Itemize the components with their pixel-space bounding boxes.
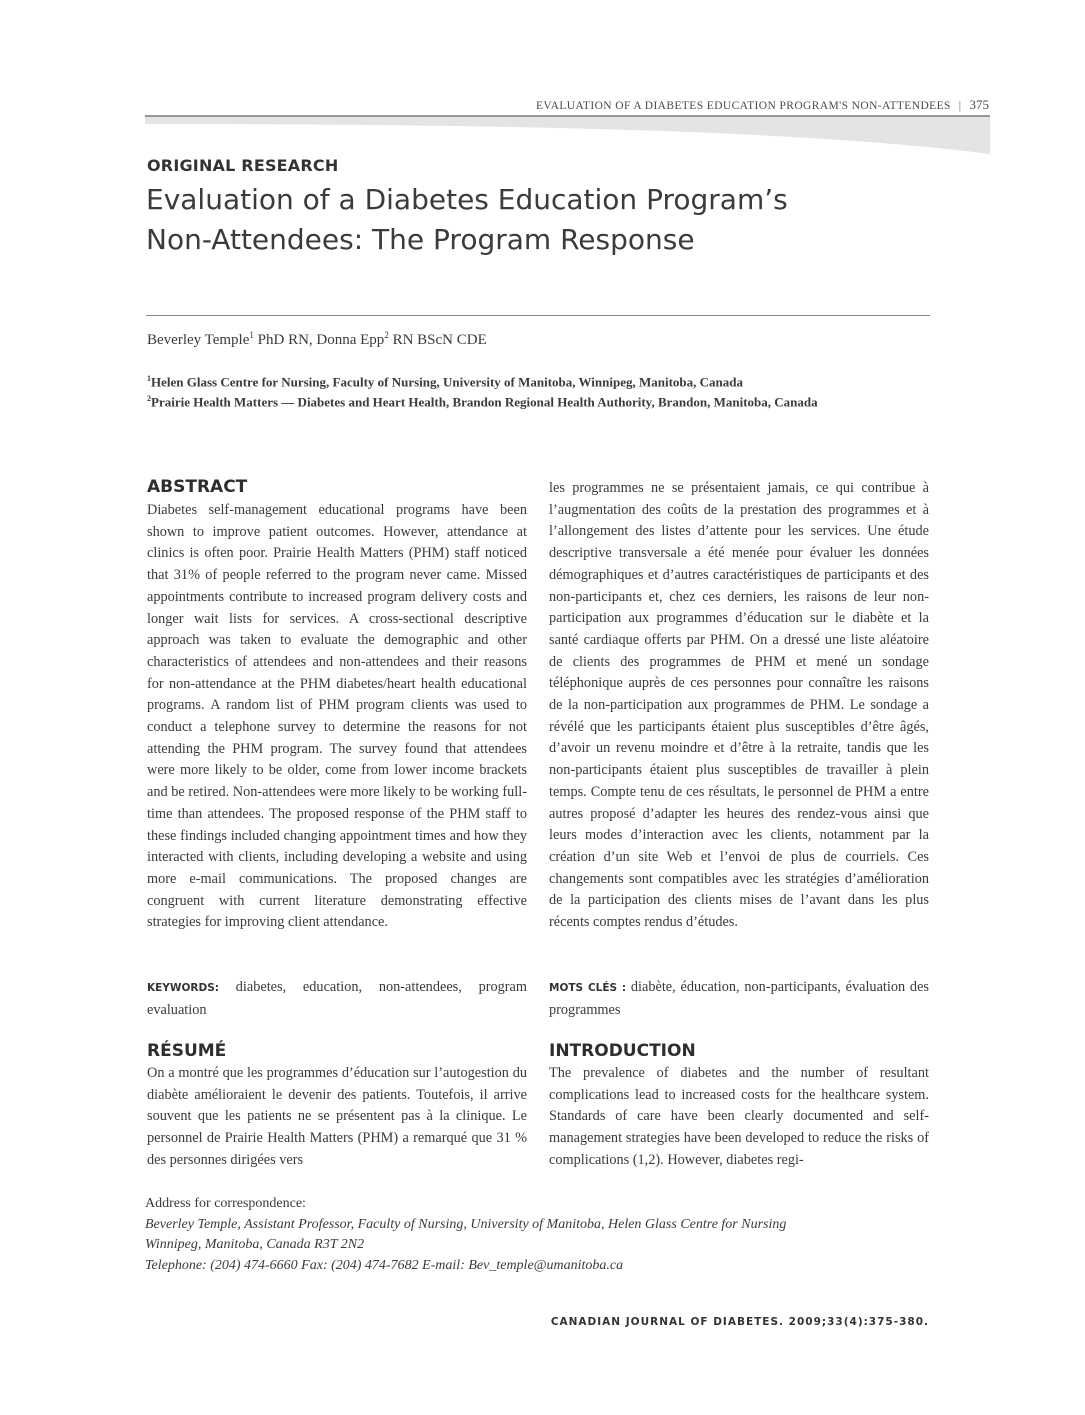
correspondence-label: Address for correspondence: [145, 1196, 306, 1211]
affiliation-2-sup: 2 [147, 394, 151, 404]
correspondence-line-3: Telephone: (204) 474-6660 Fax: (204) 474-7682 E-mail: Bev_temple@umanitoba.ca [145, 1257, 624, 1273]
mots-cles [549, 977, 929, 1021]
abstract-text: Diabetes self-management educational programs have been shown to improve patient outcomes. However, attendance at clinics is often poor. Prairie Health Matters (PHM) staff noticed that 31% of people referred to the program never came. Missed appointments contribute to increased program delivery costs and longer wait lists for services. A cross-sectional descriptive approach was taken to evaluate the demographic and other characteristics of attendees and non-attendees and their reasons for non-attendance at the PHM diabetes/heart health educational programs. A random list of PHM program clients was used to conduct a telephone survey to determine the reasons for not attending the PHM program. The survey found that attendees were more likely to be older, come from lower income brackets and be retired. Non-attendees were more likely to be working full-time than attendees. The proposed response of the PHM staff to these findings included changing appointment times and how they interacted with clients, including developing a website and using more e-mail communications. The proposed changes are congruent with current literature demonstrating effective strategies for improving client attendance. [147, 502, 527, 931]
resume-text-continued: les programmes ne se présentaient jamais, ce qui contribue à l’augmentation des coûts de la prestation des programmes et à l’allongement des listes d’attente pour les services. Une étude descriptive transversale a été menée pour évaluer les données démographiques et d’autres caractéristiques de participants et des non-participants et, chez ces derniers, les raisons de leur non-participation aux programmes d’éducation sur le diabète et la santé cardiaque offerts par PHM. On a dressé une liste aléatoire de clients des programmes de PHM et mené un sondage téléphonique auprès de ces personnes pour connaître les raisons de la non-participation aux programmes de PHM. Le sondage a révélé que les participants étaient plus susceptibles d’être âgés, d’avoir un revenu moindre et d’être à la retraite, tandis que les non-participants étaient plus susceptibles de travailler à plein temps. Compte tenu de ces résultats, le personnel de PHM a entre autres proposé d’adapter les heures des rendez-vous ainsi que leurs modes d’interaction avec les clients, notamment par la création d’un site Web et l’envoi de plus de courriels. Ces changements sont compatibles avec les stratégies d’amélioration de la participation des clients mises de l’avant dans les plus récents comptes rendus d’études. [549, 480, 929, 931]
affiliation-2-text: Prairie Health Matters — Diabetes and Heart Health, Brandon Regional Health Authority, Brandon, Manitoba, Canada [151, 394, 818, 410]
correspondence-line-2: Winnipeg, Manitoba, Canada R3T 2N2 [145, 1237, 365, 1252]
correspondence-block [145, 1194, 786, 1276]
keywords-text: diabetes, education, non-attendees, program evaluation [147, 979, 527, 1018]
page-number: 375 [969, 97, 989, 112]
mots-cles-text: diabète, éducation, non-participants, évaluation des programmes [549, 979, 929, 1018]
author-1-sup: 1 [249, 330, 254, 340]
introduction-heading: INTRODUCTION [549, 1041, 696, 1061]
affiliations [147, 370, 818, 411]
affiliation-1 [147, 370, 818, 390]
running-head-text: EVALUATION OF A DIABETES EDUCATION PROGRAM'S NON-ATTENDEES [536, 100, 951, 112]
author-1-credentials: PhD RN, [253, 332, 317, 348]
introduction-text: The prevalence of diabetes and the number of resultant complications lead to increased costs for the healthcare system. Standards of care have been clearly documented and self-management strategies have been developed to reduce the risks of complications (1,2). However, diabetes regi- [549, 1065, 929, 1168]
keywords-label: KEYWORDS: [147, 982, 219, 994]
title-line-2: Non-Attendees: The Program Response [146, 223, 695, 256]
header-swoosh-rule [0, 110, 1085, 156]
author-2-name: Donna Epp [316, 332, 385, 348]
keywords [147, 977, 527, 1021]
section-label: ORIGINAL RESEARCH [147, 156, 339, 175]
affiliation-1-text: Helen Glass Centre for Nursing, Faculty of Nursing, University of Manitoba, Winnipeg, Manitoba, Canada [151, 374, 744, 390]
title-divider [146, 315, 930, 316]
resume-text-start: On a montré que les programmes d’éducation sur l’autogestion du diabète amélioraient le devenir des patients. Toutefois, il arrive souvent que les patients ne se présentent pas à la clinique. Le personnel de Prairie Health Matters (PHM) a remarqué que 31 % des personnes dirigées vers [147, 1065, 527, 1168]
mots-cles-label: MOTS CLÉS : [549, 982, 627, 994]
affiliation-2 [147, 390, 818, 410]
correspondence-line-1: Beverley Temple, Assistant Professor, Faculty of Nursing, University of Manitoba, Helen Glass Centre for Nursing [145, 1216, 787, 1232]
author-1-name: Beverley Temple [147, 332, 250, 348]
author-line [147, 330, 487, 349]
abstract-heading: ABSTRACT [147, 477, 248, 497]
affiliation-1-sup: 1 [147, 374, 151, 383]
title-line-1: Evaluation of a Diabetes Education Program’s [146, 183, 788, 216]
journal-citation: CANADIAN JOURNAL OF DIABETES. 2009;33(4):375-380. [550, 1316, 929, 1328]
article-title [146, 180, 946, 260]
author-2-sup: 2 [384, 330, 389, 340]
resume-heading: RÉSUMÉ [147, 1041, 227, 1061]
running-head-separator: | [958, 100, 962, 112]
author-2-credentials: RN BScN CDE [388, 332, 487, 348]
